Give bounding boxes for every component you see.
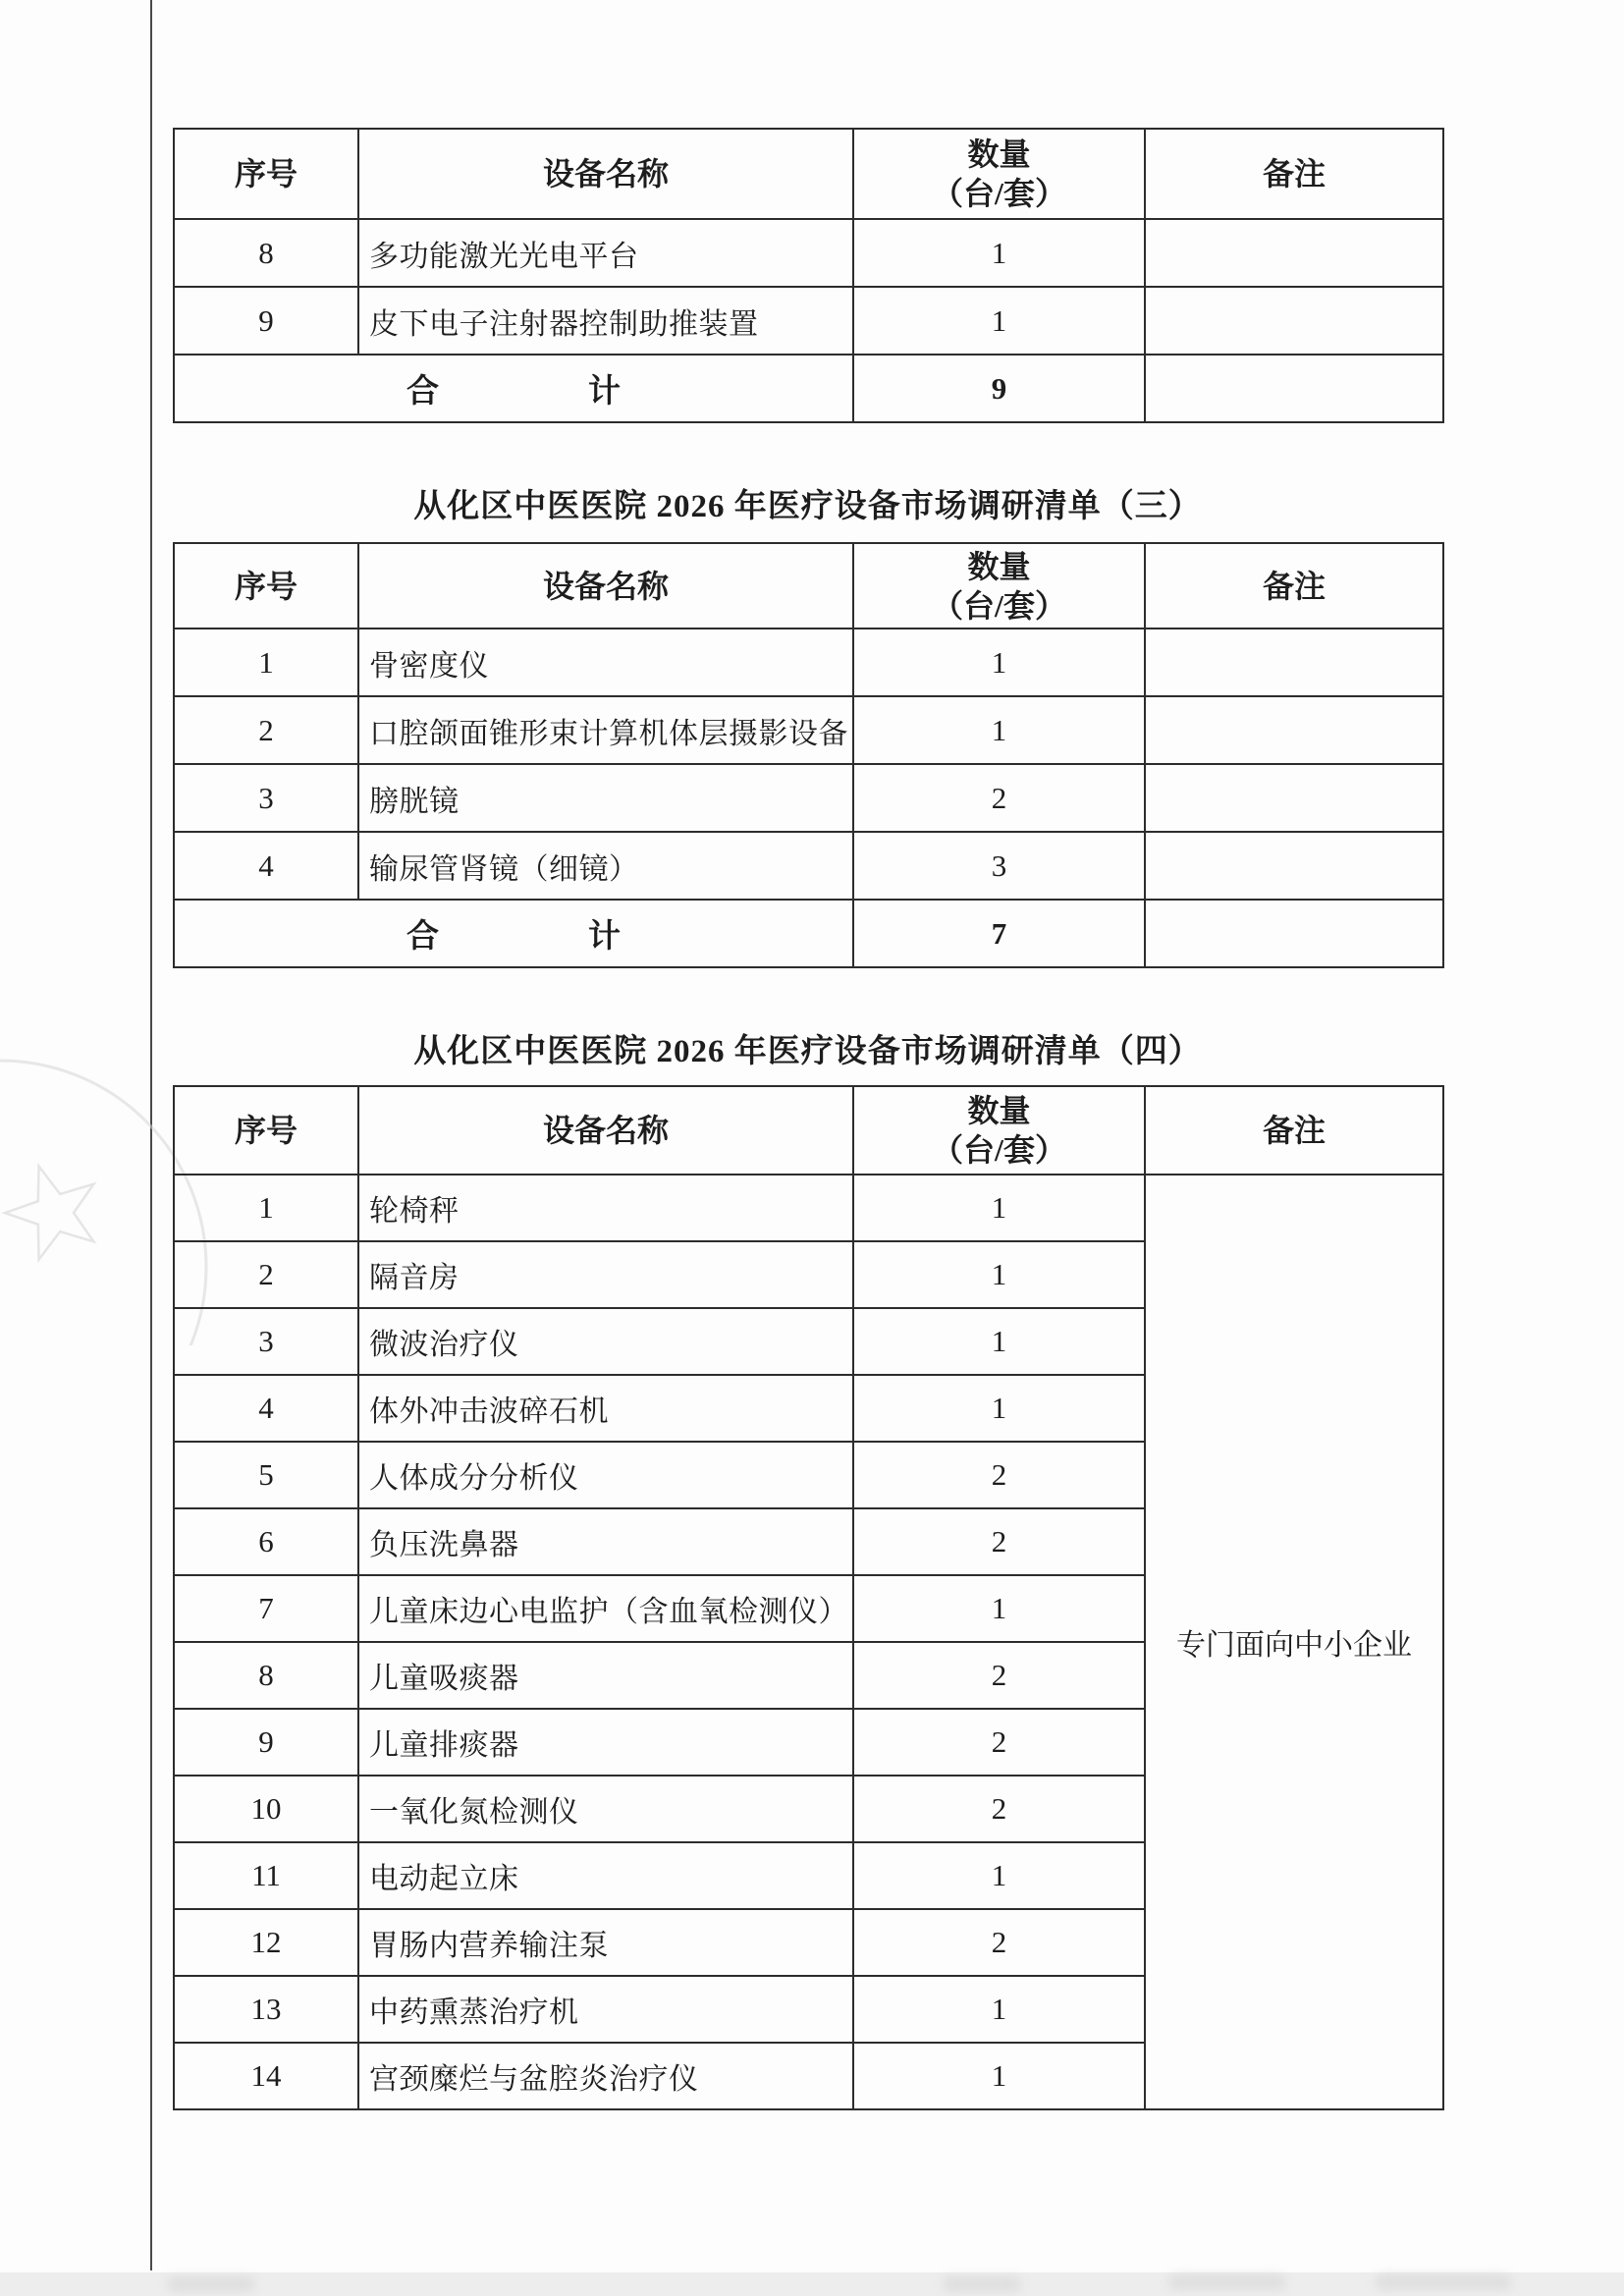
quantity-cell: 1 xyxy=(853,1241,1145,1308)
quantity-cell: 1 xyxy=(853,1375,1145,1442)
device-name-cell: 儿童排痰器 xyxy=(358,1709,853,1776)
device-name-cell: 儿童床边心电监护（含血氧检测仪） xyxy=(358,1575,853,1642)
device-name-cell: 电动起立床 xyxy=(358,1842,853,1909)
equipment-table-list-3 xyxy=(173,542,1444,968)
device-name-cell: 隔音房 xyxy=(358,1241,853,1308)
qty-header-line1: 数量 xyxy=(967,1093,1031,1128)
device-name-cell: 体外冲击波碎石机 xyxy=(358,1375,853,1442)
table-row xyxy=(174,287,1443,355)
device-name-cell: 一氧化氮检测仪 xyxy=(358,1776,853,1842)
index-cell: 7 xyxy=(174,1575,358,1642)
total-label-left: 合 xyxy=(406,919,439,955)
qty-header-line1: 数量 xyxy=(967,548,1031,584)
device-name-cell: 口腔颌面锥形束计算机体层摄影设备 xyxy=(358,696,853,764)
remark-cell xyxy=(1145,900,1443,967)
col-header-qty xyxy=(853,543,1145,629)
equipment-table-list-4 xyxy=(173,1085,1444,2110)
device-name-cell: 多功能激光光电平台 xyxy=(358,219,853,287)
col-header-qty xyxy=(853,1086,1145,1175)
quantity-cell: 2 xyxy=(853,1709,1145,1776)
total-label xyxy=(175,365,852,411)
index-cell: 3 xyxy=(174,764,358,832)
quantity-cell: 2 xyxy=(853,1508,1145,1575)
header-row xyxy=(174,543,1443,629)
device-name-cell: 骨密度仪 xyxy=(358,629,853,696)
list-2-continued-table xyxy=(173,128,1444,423)
device-name-cell: 皮下电子注射器控制助推装置 xyxy=(358,287,853,355)
index-cell: 5 xyxy=(174,1442,358,1508)
quantity-cell: 1 xyxy=(853,1308,1145,1375)
total-label-right: 计 xyxy=(588,374,621,410)
table-row xyxy=(174,764,1443,832)
total-row xyxy=(174,900,1443,967)
device-name-cell: 输尿管肾镜（细镜） xyxy=(358,832,853,900)
index-cell: 12 xyxy=(174,1909,358,1976)
table-title-list-3: 从化区中医医院 2026 年医疗设备市场调研清单（三） xyxy=(413,489,1202,524)
index-cell: 8 xyxy=(174,1642,358,1709)
quantity-cell: 2 xyxy=(853,1909,1145,1976)
quantity-cell: 2 xyxy=(853,1442,1145,1508)
index-cell: 1 xyxy=(174,629,358,696)
qty-header-line2: （台/套） xyxy=(932,1132,1066,1168)
index-cell: 8 xyxy=(174,219,358,287)
index-cell: 6 xyxy=(174,1508,358,1575)
col-header-no: 序号 xyxy=(174,543,358,629)
qty-header-line2: （台/套） xyxy=(932,587,1066,624)
col-header-qty xyxy=(853,129,1145,219)
table-row xyxy=(174,629,1443,696)
remark-cell xyxy=(1145,696,1443,764)
index-cell: 14 xyxy=(174,2043,358,2109)
remark-cell xyxy=(1145,764,1443,832)
index-cell: 9 xyxy=(174,1709,358,1776)
scan-smudge xyxy=(167,2276,255,2292)
device-name-cell: 人体成分分析仪 xyxy=(358,1442,853,1508)
remark-cell xyxy=(1145,629,1443,696)
quantity-cell: 2 xyxy=(853,1642,1145,1709)
col-header-no: 序号 xyxy=(174,1086,358,1175)
quantity-cell: 2 xyxy=(853,1776,1145,1842)
seal-star-icon xyxy=(0,1152,111,1265)
device-name-cell: 中药熏蒸治疗机 xyxy=(358,1976,853,2043)
index-cell: 9 xyxy=(174,287,358,355)
quantity-cell: 1 xyxy=(853,219,1145,287)
merged-remark-cell: 专门面向中小企业 xyxy=(1145,1175,1443,2109)
device-name-cell: 轮椅秤 xyxy=(358,1175,853,1241)
index-cell: 2 xyxy=(174,696,358,764)
remark-cell xyxy=(1145,287,1443,355)
col-header-device: 设备名称 xyxy=(358,543,853,629)
table-row xyxy=(174,1175,1443,1241)
scanner-edge-band xyxy=(0,2272,1624,2296)
list-3-table xyxy=(173,542,1444,968)
qty-header-line1: 数量 xyxy=(967,137,1031,172)
index-cell: 1 xyxy=(174,1175,358,1241)
header-row xyxy=(174,1086,1443,1175)
total-label-left: 合 xyxy=(406,374,439,410)
scan-smudge xyxy=(1168,2274,1286,2290)
device-name-cell: 胃肠内营养输注泵 xyxy=(358,1909,853,1976)
quantity-cell: 1 xyxy=(853,1842,1145,1909)
remark-cell xyxy=(1145,832,1443,900)
device-name-cell: 负压洗鼻器 xyxy=(358,1508,853,1575)
quantity-cell: 2 xyxy=(853,764,1145,832)
index-cell: 4 xyxy=(174,832,358,900)
qty-header-line2: （台/套） xyxy=(932,176,1066,211)
quantity-cell: 1 xyxy=(853,1175,1145,1241)
table-row xyxy=(174,696,1443,764)
total-label xyxy=(175,910,852,957)
scan-smudge xyxy=(943,2276,1021,2292)
list-4-table xyxy=(173,1085,1444,2110)
device-name-cell: 膀胱镜 xyxy=(358,764,853,832)
total-quantity-cell: 9 xyxy=(853,355,1145,422)
device-name-cell: 微波治疗仪 xyxy=(358,1308,853,1375)
total-label-right: 计 xyxy=(588,919,621,955)
col-header-no: 序号 xyxy=(174,129,358,219)
index-cell: 4 xyxy=(174,1375,358,1442)
quantity-cell: 1 xyxy=(853,1575,1145,1642)
index-cell: 3 xyxy=(174,1308,358,1375)
quantity-cell: 1 xyxy=(853,1976,1145,2043)
quantity-cell: 1 xyxy=(853,287,1145,355)
table-row xyxy=(174,219,1443,287)
total-label-cell xyxy=(174,900,853,967)
index-cell: 10 xyxy=(174,1776,358,1842)
header-row xyxy=(174,129,1443,219)
col-header-remark: 备注 xyxy=(1145,1086,1443,1175)
equipment-table-continued xyxy=(173,128,1444,423)
quantity-cell: 3 xyxy=(853,832,1145,900)
col-header-device: 设备名称 xyxy=(358,129,853,219)
col-header-remark: 备注 xyxy=(1145,543,1443,629)
quantity-cell: 1 xyxy=(853,629,1145,696)
table-row xyxy=(174,832,1443,900)
col-header-remark: 备注 xyxy=(1145,129,1443,219)
index-cell: 13 xyxy=(174,1976,358,2043)
total-label-cell xyxy=(174,355,853,422)
quantity-cell: 1 xyxy=(853,696,1145,764)
index-cell: 2 xyxy=(174,1241,358,1308)
scan-smudge xyxy=(1375,2274,1512,2290)
total-quantity-cell: 7 xyxy=(853,900,1145,967)
col-header-device: 设备名称 xyxy=(358,1086,853,1175)
remark-cell xyxy=(1145,219,1443,287)
remark-cell xyxy=(1145,355,1443,422)
device-name-cell: 儿童吸痰器 xyxy=(358,1642,853,1709)
table-title-list-4: 从化区中医医院 2026 年医疗设备市场调研清单（四） xyxy=(413,1034,1202,1069)
total-row xyxy=(174,355,1443,422)
index-cell: 11 xyxy=(174,1842,358,1909)
quantity-cell: 1 xyxy=(853,2043,1145,2109)
device-name-cell: 宫颈糜烂与盆腔炎治疗仪 xyxy=(358,2043,853,2109)
